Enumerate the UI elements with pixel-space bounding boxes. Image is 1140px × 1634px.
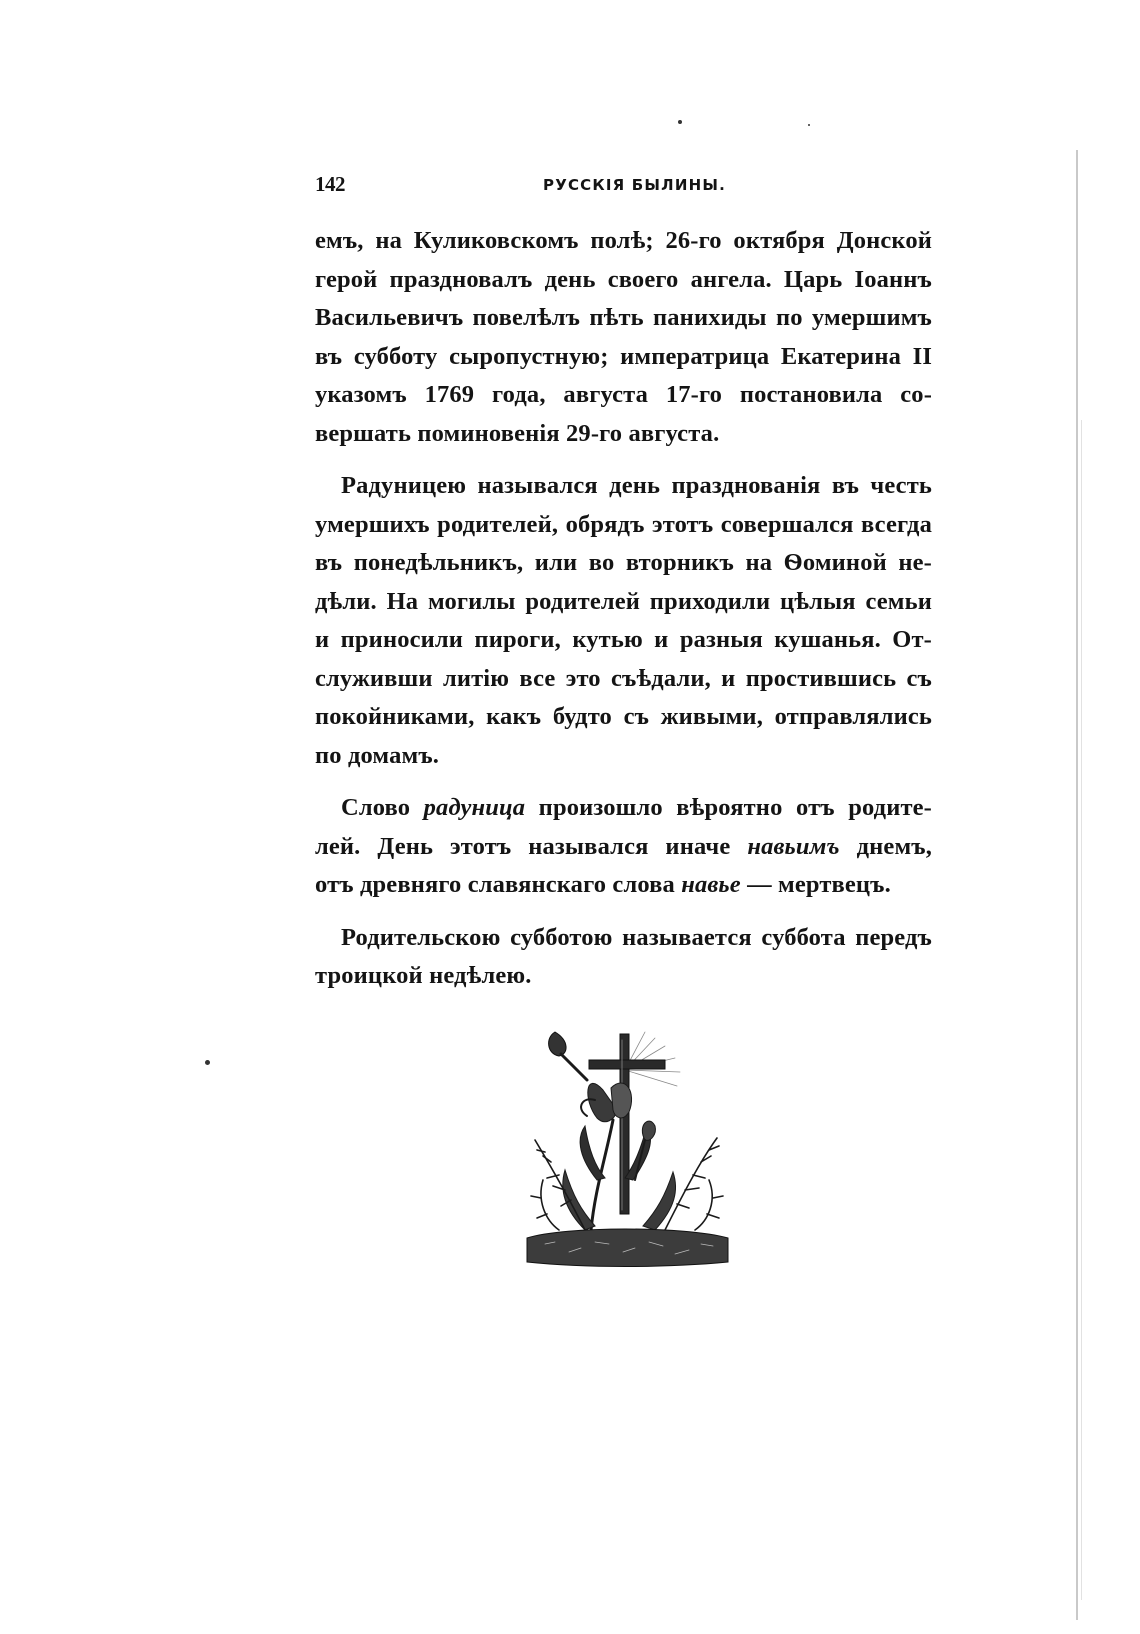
paragraph-3 bbox=[315, 789, 932, 905]
text-line: и приносили пироги, кутью и разныя кушанья. От- bbox=[315, 626, 932, 653]
main-text bbox=[315, 222, 932, 1010]
ink-speck bbox=[205, 1060, 210, 1065]
text-line: емъ, на Куликовскомъ полѣ; 26-го октября Донской bbox=[315, 227, 932, 254]
paragraph-1 bbox=[315, 222, 932, 453]
page-edge-line bbox=[1076, 150, 1078, 1620]
text-line: Васильевичъ повелѣлъ пѣть панихиды по умершимъ bbox=[315, 304, 932, 331]
text-line bbox=[315, 828, 932, 867]
text-line: въ понедѣльникъ, или во вторникъ на Ѳоминой не- bbox=[315, 549, 932, 576]
italic-term: навье bbox=[681, 871, 741, 898]
running-title: РУССКІЯ БЫЛИНЫ. bbox=[543, 176, 726, 194]
text-line: служивши литію все это съѣдали, и простившись съ bbox=[315, 664, 932, 692]
text-line bbox=[315, 866, 932, 905]
text-line: Радуницею назывался день празднованія въ честь bbox=[341, 472, 932, 499]
text-line: по домамъ. bbox=[315, 741, 440, 769]
paragraph-4 bbox=[315, 919, 932, 996]
ink-speck bbox=[678, 120, 682, 124]
page-number: 142 bbox=[315, 172, 345, 196]
text-run: произошло вѣроятно отъ родите- bbox=[525, 794, 932, 821]
ink-speck bbox=[808, 124, 810, 126]
text-run: Слово bbox=[341, 794, 424, 821]
text-line bbox=[315, 789, 932, 828]
text-line: дѣли. На могилы родителей приходили цѣлыя семьи bbox=[315, 587, 932, 615]
cross-lily-thorns-vignette-icon bbox=[525, 1030, 730, 1268]
text-line: въ субботу сыропустную; императрица Екатерина II bbox=[315, 342, 932, 370]
text-line: указомъ 1769 года, августа 17-го постановила со- bbox=[315, 381, 932, 408]
text-line: Родительскою субботою называется суббота передъ bbox=[341, 923, 932, 951]
text-line: вершать поминовенія 29-го августа. bbox=[315, 419, 720, 447]
text-run: отъ древняго славянскаго слова bbox=[315, 871, 682, 898]
italic-term: навьимъ bbox=[747, 832, 840, 860]
text-line: троицкой недѣлею. bbox=[315, 962, 532, 989]
paragraph-2 bbox=[315, 467, 932, 775]
page-edge-line-faint bbox=[1081, 420, 1082, 1600]
text-run: — мертвецъ. bbox=[740, 871, 891, 898]
page-header bbox=[315, 172, 932, 202]
text-line: покойниками, какъ будто съ живыми, отправлялись bbox=[315, 703, 932, 730]
italic-term: радуница bbox=[423, 794, 526, 821]
text-run: лей. День этотъ назывался иначе bbox=[315, 832, 748, 860]
text-line: герой праздновалъ день своего ангела. Царь Іоаннъ bbox=[315, 265, 932, 293]
text-run: днемъ, bbox=[839, 832, 932, 860]
text-line: умершихъ родителей, обрядъ этотъ совершался всегда bbox=[315, 510, 932, 538]
